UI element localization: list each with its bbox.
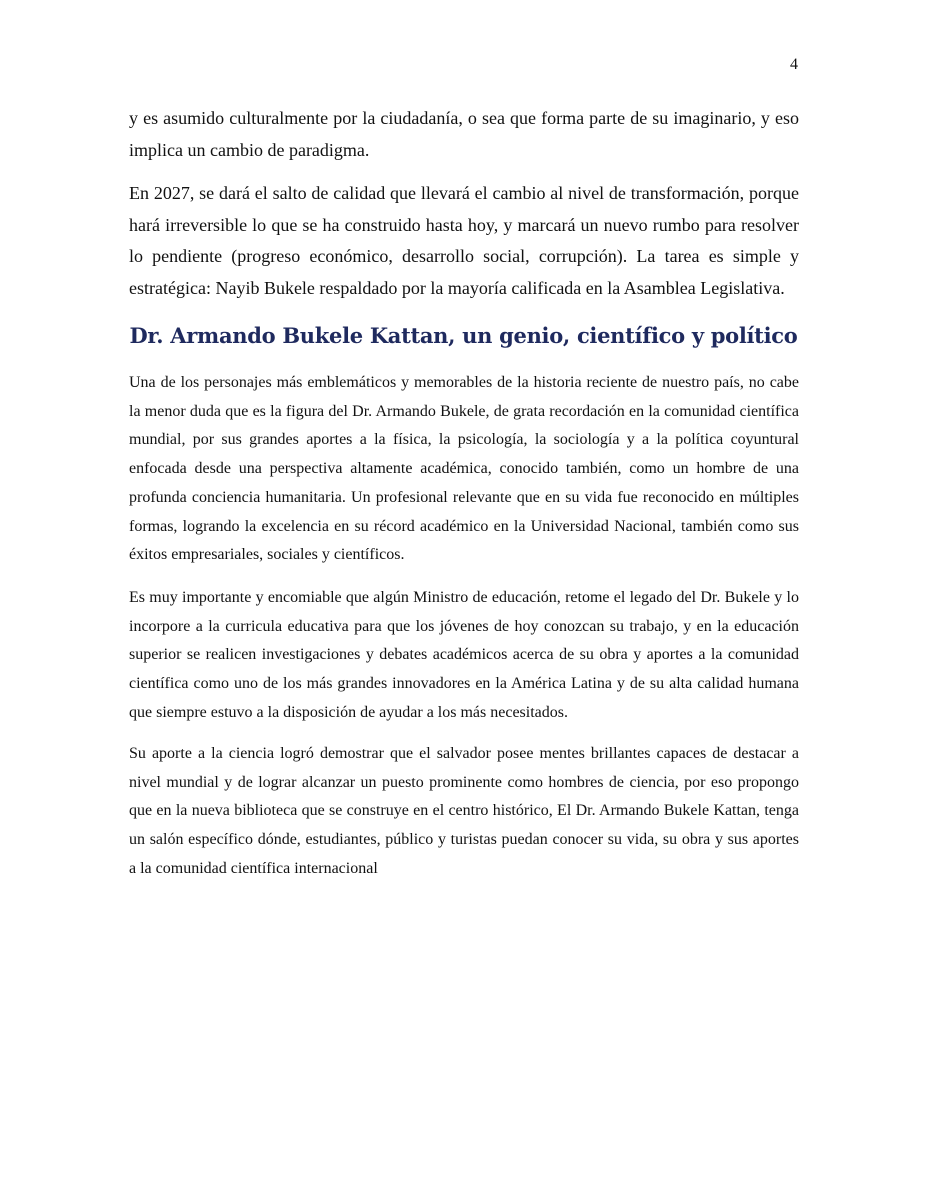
section-paragraph-3: Su aporte a la ciencia logró demostrar que el salvador posee mentes brillantes capaces de destacar a nivel mundial y de lograr alcanzar un puesto prominente como hombres de ciencia, por eso propongo que en la nueva biblioteca que se construye en el centro histórico, El Dr. Armando Bukele Kattan, tenga un salón específico dónde, estudiantes, público y turistas puedan conocer su vida, su obra y sus aportes a la comunidad científica internacional bbox=[129, 745, 799, 877]
paragraph-intro-1: y es asumido culturalmente por la ciudadanía, o sea que forma parte de su imaginario, y eso implica un cambio de paradigma. bbox=[129, 108, 799, 160]
section-paragraph-1: Una de los personajes más emblemáticos y memorables de la historia reciente de nuestro país, no cabe la menor duda que es la figura del Dr. Armando Bukele, de grata recordación en la comunidad científica mundial, por sus grandes aportes a la física, la psicología, la sociología y a la política coyuntural enfocada desde una perspectiva altamente académica, conocido también, como un hombre de una profunda conciencia humanitaria. Un profesional relevante que en su vida fue reconocido en múltiples formas, logrando la excelencia en su récord académico en la Universidad Nacional, también como sus éxitos empresariales, sociales y científicos. bbox=[129, 374, 799, 564]
paragraph-intro-2: En 2027, se dará el salto de calidad que llevará el cambio al nivel de transformación, porque hará irreversible lo que se ha construido hasta hoy, y marcará un nuevo rumbo para resolver lo pendiente (progreso económico, desarrollo social, corrupción). La tarea es simple y estratégica: Nayib Bukele respaldado por la mayoría calificada en la Asamblea Legislativa. bbox=[129, 183, 799, 298]
page-number: 4 bbox=[790, 56, 798, 73]
section-paragraph-2: Es muy importante y encomiable que algún Ministro de educación, retome el legado del Dr. Bukele y lo incorpore a la curricula educativa para que los jóvenes de hoy conozcan su trabajo, y en la educación superior se realicen investigaciones y debates académicos acerca de su obra y aportes a la comunidad científica como uno de los más grandes innovadores en la América Latina y de su alta calidad humana que siempre estuvo a la disposición de ayudar a los más necesitados. bbox=[129, 589, 799, 721]
section-heading: Dr. Armando Bukele Kattan, un genio, científico y político bbox=[129, 323, 798, 348]
